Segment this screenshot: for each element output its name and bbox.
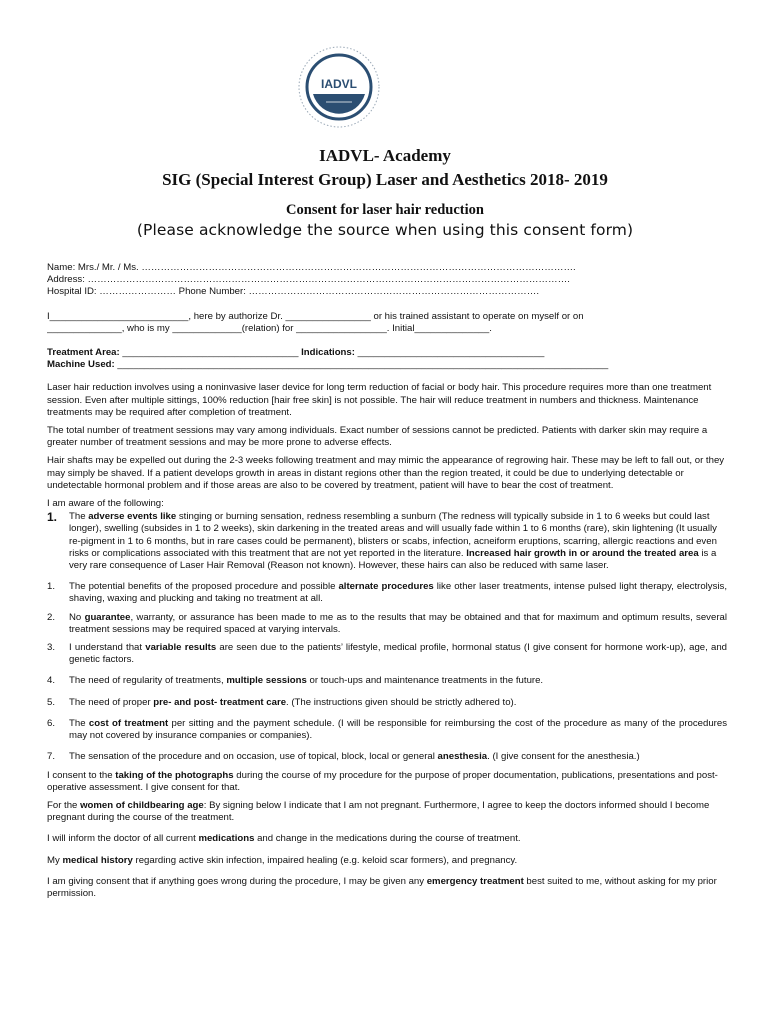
list-item: 3. I understand that variable results are seen due to the patients’ lifestyle, medical profile, hormonal status (I give consent for hormone work-up), age, and genetic factors.: [47, 642, 728, 666]
machine-used-row[interactable]: [47, 359, 727, 371]
sig-title: SIG (Special Interest Group) Laser and Aesthetics 2018- 2019: [162, 170, 608, 189]
photographs-consent: I consent to the taking of the photographs during the course of my procedure for the purpose of proper documentation, publications, presentations and post-operative assessment. I give consent for that.: [47, 769, 718, 793]
machine-used-blank[interactable]: ____________________________________________________________________________________________: [114, 359, 609, 371]
treatment-area-label: Treatment Area:: [47, 347, 120, 359]
treatment-area-row[interactable]: [47, 347, 727, 359]
list-item: 7. The sensation of the procedure and on occasion, use of topical, block, local or general anesthesia. (I give consent for the anesthesia.): [47, 751, 640, 763]
hair-shafts-paragraph: Hair shafts may be expelled out during the 2-3 weeks following treatment and may mimic the appearance of regrowing hair. These may be left to fall out, or they may simply be shaved. If a patient develops growth in areas in distant regions other than the region treated, it could be due to underlying detectable or undetectable hormonal problem and if those areas are also to be covered by treatment, patient will have to bear the cost of treatment.: [47, 455, 725, 491]
name-field[interactable]: Name: Mrs./ Mr. / Ms. ……………………………………………………………………………………………………………………….: [47, 262, 576, 273]
acknowledge-note: (Please acknowledge the source when using this consent form): [136, 221, 634, 239]
authorization-line-2[interactable]: ______________, who is my _____________(relation) for _________________. Initial______________.: [47, 322, 492, 334]
address-field[interactable]: Address: …………………………………………………………………………………………………………………………………….: [47, 274, 570, 286]
academy-title: IADVL- Academy: [319, 146, 451, 165]
childbearing-consent: For the women of childbearing age: By signing below I indicate that I am not pregnant. Furthermore, I agree to keep the doctors informed should I become pregnant during the course of the treatment.: [47, 799, 710, 824]
machine-used-label: Machine Used:: [47, 359, 115, 371]
aware-heading: I am aware of the following:: [47, 498, 164, 510]
svg-text:IADVL: IADVL: [321, 77, 357, 91]
authorization-line-1[interactable]: I__________________________, here by authorize Dr. ________________ or his trained assistant to operate on myself or on: [47, 310, 584, 322]
sessions-paragraph: The total number of treatment sessions may vary among individuals. Exact number of sessions cannot be predicted. Patients with darker skin may require a greater number of treatment sessions and may be more prone to adverse effects.: [47, 425, 708, 449]
hospital-phone-field[interactable]: Hospital ID: …………………… Phone Number: ……………………………………………………………………………….: [47, 286, 540, 298]
acknowledgement-list: [47, 581, 727, 763]
list-number: 1.: [47, 510, 58, 525]
consent-heading: Consent for laser hair reduction: [286, 202, 484, 218]
list-item: 4. The need of regularity of treatments, multiple sessions or touch-ups and maintenance treatments in the future.: [47, 675, 544, 687]
list-item: 1. The potential benefits of the proposed procedure and possible alternate procedures like other laser treatments, intense pulsed light therapy, electrolysis, shaving, waxing and plucking and taking no treatment at all.: [47, 581, 727, 605]
intro-paragraph: Laser hair reduction involves using a noninvasive laser device for long term reduction of facial or body hair. This procedure requires more than one treatment session. Even after multiple sittings, 100% reduction [hair free skin] is not possible. The hair will reduce treatment in numbers and thickness. Maintenance treatments may be required after completion of treatment.: [47, 382, 712, 418]
adverse-events-list: [47, 511, 727, 572]
indications-label: Indications:: [301, 347, 355, 359]
indications-blank[interactable]: ___________________________________: [354, 347, 545, 359]
medical-history-consent: My medical history regarding active skin infection, impaired healing (e.g. keloid scar formers), and pregnancy.: [47, 854, 518, 866]
consent-body: [47, 262, 727, 906]
list-item: 2. No guarantee, warranty, or assurance has been made to me as to the results that may be obtained and that for maximum and optimum results, several treatment sessions may be required spaced at varying intervals.: [47, 611, 727, 635]
emergency-consent: I am giving consent that if anything goes wrong during the procedure, I may be given any emergency treatment best suited to me, without asking for my prior permission.: [47, 875, 717, 899]
list-item: 1. The adverse events like stinging or burning sensation, redness resembling a sunburn (The redness will typically subside in 1 to 6 weeks but could last longer), swelling (subsides in 1 to 2 weeks), skin darkening in the treated areas and will usually fade within 1 to 6 months (rare), skin lightening (It usually re-pigment in 1 to 6 months, but in rare cases could be permanent), blisters or scabs, infection, acneiform eruptions, scarring, allergic reactions and even risks or complications associated with this treatment that are not yet reported in the literature. Increased hair growth in or around the treated area is a very rare consequence of Laser Hair Removal (Reason not known). However, these hairs can also be reduced with same laser.: [47, 510, 717, 572]
iadvl-logo: [296, 44, 382, 130]
medications-consent: I will inform the doctor of all current medications and change in the medications during the course of treatment.: [47, 833, 521, 845]
iadvl-seal-icon: [296, 44, 382, 130]
list-item: 5. The need of proper pre- and post- treatment care. (The instructions given should be strictly adhered to).: [47, 696, 517, 708]
treatment-area-blank[interactable]: _________________________________: [119, 347, 302, 359]
list-item: 6. The cost of treatment per sitting and the payment schedule. (I will be responsible for reimbursing the cost of the procedure as many of the procedures may not covered by insurance companies or companies).: [47, 717, 728, 742]
